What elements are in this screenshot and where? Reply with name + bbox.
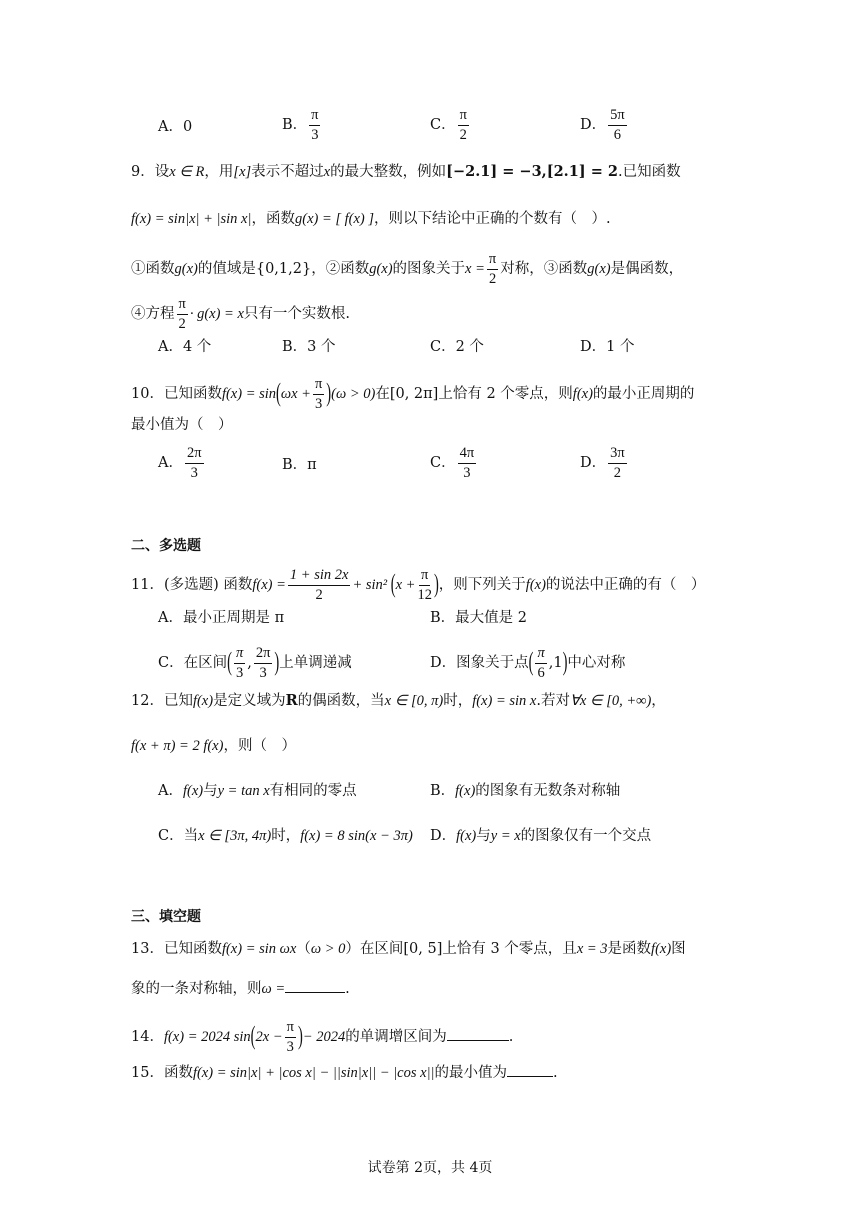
q9-line2: f(x) = sin|x| + |sin x|，函数g(x) = [ f(x) ]，则以下结论中正确的个数有（ ）. (131, 211, 611, 227)
q11-option-d: D．图象关于点( $\frac{\pi}{6}$ ,1)中心对称 (430, 645, 626, 681)
q11-stem: 11．(多选题) 函数f(x) = $\frac{1 + \sin 2x}{2}$ + sin² (x + $\frac{\pi}{12}$ )，则下列关于f(x)的说法中正确的有（ ） (131, 567, 706, 603)
q12-option-a: A．f(x)与y = tan x有相同的零点 (158, 783, 357, 799)
q13-line2: 象的一条对称轴，则ω = . (131, 978, 350, 999)
q12-line1: 12．已知f(x)是定义域为R的偶函数，当x ∈ [0, π)时，f(x) = sin x.若对∀x ∈ [0, +∞)， (131, 692, 666, 709)
fraction: $\frac{\pi}{6}$ (537, 645, 545, 681)
q14-line: 14．f(x) = 2024 sin(2x − $\frac{\pi}{3}$ )− 2024的单调增区间为 . (131, 1019, 514, 1055)
q10-option-d: D． $\frac{3\pi}{2}$ (580, 445, 625, 481)
q9-line3: ①函数g(x)的值域是{0,1,2}，②函数g(x)的图象关于x = $\frac{\pi}{2}$ 对称，③函数g(x)是偶函数， (131, 251, 684, 287)
q10-option-b: B．π (282, 457, 317, 473)
q12-option-b: B．f(x)的图象有无数条对称轴 (430, 783, 621, 799)
fraction: $\frac{\pi}{3}$ (314, 376, 323, 412)
q8-option-a: A．0 (158, 119, 193, 135)
answer-blank[interactable] (285, 978, 345, 993)
q12-line2: f(x + π) = 2 f(x)，则（ ） (131, 738, 296, 754)
q9-option-a: A．4 个 (158, 339, 212, 355)
q8-option-b: B． $\frac{\pi}{3}$ (282, 107, 319, 143)
section-heading-fill-in: 三、填空题 (131, 908, 201, 924)
fraction: $\frac{2\pi}{3}$ (186, 445, 202, 481)
fraction: $\frac{\pi}{3}$ (286, 1019, 294, 1055)
q9-option-d: D．1 个 (580, 339, 635, 355)
fraction: $\frac{5\pi}{6}$ (610, 107, 625, 143)
q11-option-b: B．最大值是 2 (430, 610, 527, 626)
fraction: $\frac{1 + \sin 2x}{2}$ (289, 567, 349, 603)
q12-option-c: C．当x ∈ [3π, 4π)时，f(x) = 8 sin(x − 3π) (158, 828, 413, 844)
q9-line1: 9．设x ∈ R，用[x]表示不超过x的最大整数，例如[−2.1] = −3,[2.1] = 2.已知函数 (131, 163, 681, 180)
fraction: $\frac{\pi}{2}$ (488, 251, 497, 287)
q11-option-a: A．最小正周期是 π (158, 610, 285, 626)
fraction: $\frac{\pi}{3}$ (235, 645, 244, 681)
q9-option-c: C．2 个 (430, 339, 484, 355)
q8-option-c: C． $\frac{\pi}{2}$ (430, 107, 467, 143)
fraction: $\frac{\pi}{12}$ (417, 567, 432, 603)
q9-line4: ④方程 $\frac{\pi}{2}$ · g(x) = x只有一个实数根. (131, 296, 351, 332)
answer-blank[interactable] (447, 1026, 509, 1041)
fraction: $\frac{4\pi}{3}$ (459, 445, 475, 481)
q10-line1: 10．已知函数f(x) = sin(ωx + $\frac{\pi}{3}$ )(ω > 0)在[0, 2π]上恰有 2 个零点，则f(x)的最小正周期的 (131, 376, 695, 412)
fraction: $\frac{\pi}{3}$ (311, 107, 319, 143)
section-heading-multi-choice: 二、多选题 (131, 537, 201, 553)
q12-option-d: D．f(x)与y = x的图象仅有一个交点 (430, 828, 652, 844)
q8-option-d: D． $\frac{5\pi}{6}$ (580, 107, 625, 143)
q13-line1: 13．已知函数f(x) = sin ωx（ω > 0）在区间[0, 5]上恰有 3 个零点，且x = 3是函数f(x)图 (131, 941, 686, 957)
fraction: $\frac{2\pi}{3}$ (255, 645, 271, 681)
fraction: $\frac{3\pi}{2}$ (610, 445, 625, 481)
q9-option-b: B．3 个 (282, 339, 336, 355)
q11-option-c: C．在区间( $\frac{\pi}{3}$ , $\frac{2\pi}{3}$ )上单调递减 (158, 645, 352, 681)
q10-line2: 最小值为（ ） (131, 417, 233, 433)
answer-blank[interactable] (507, 1062, 553, 1077)
q15-line: 15．函数f(x) = sin|x| + |cos x| − ||sin|x|| − |cos x||的最小值为 . (131, 1062, 558, 1083)
q10-option-c: C． $\frac{4\pi}{3}$ (430, 445, 475, 481)
page-footer: 试卷第 2页，共 4页 (367, 1160, 493, 1176)
fraction: $\frac{\pi}{2}$ (459, 107, 467, 143)
fraction: $\frac{\pi}{2}$ (178, 296, 186, 332)
q10-option-a: A． $\frac{2\pi}{3}$ (158, 445, 202, 481)
